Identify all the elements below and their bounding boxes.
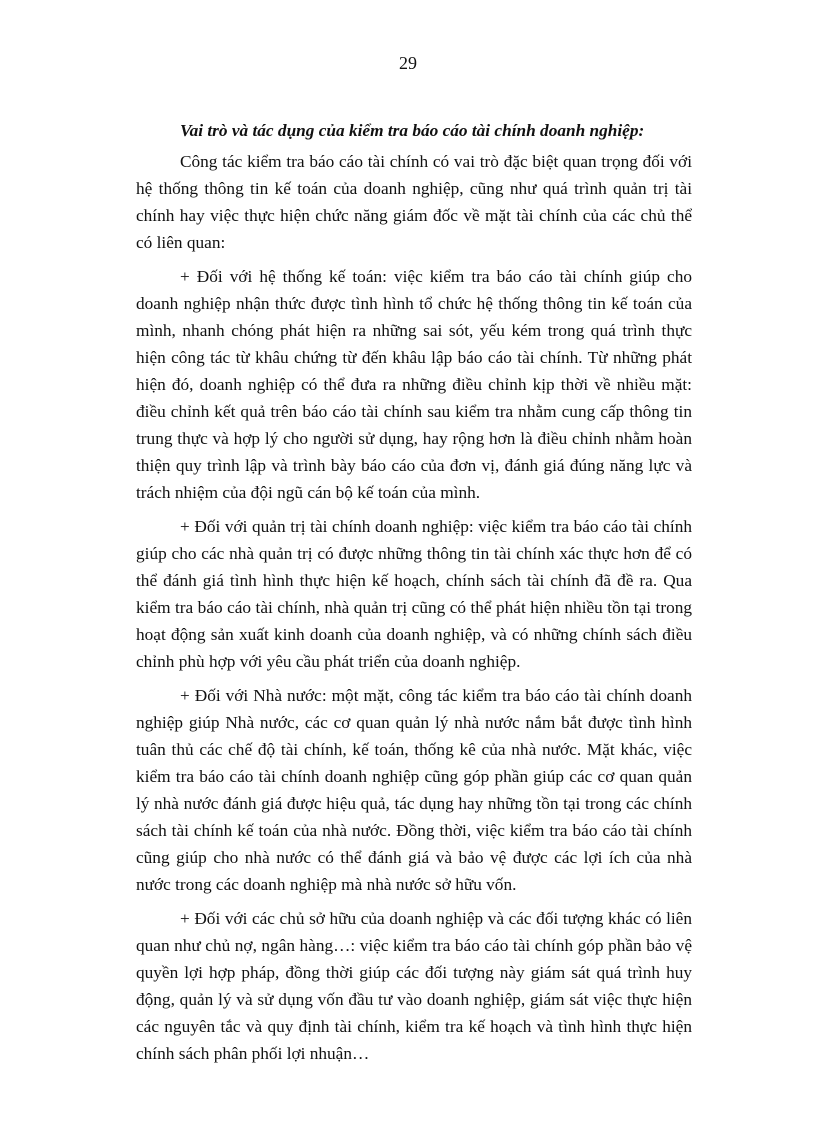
document-body — [136, 117, 692, 1074]
financial-management-paragraph: + Đối với quản trị tài chính doanh nghiệp: việc kiểm tra báo cáo tài chính giúp cho các nhà quản trị có được những thông tin tài chính xác thực hơn để có thể đánh giá tình hình thực hiện kế hoạch, chính sách tài chính đã đề ra. Qua kiểm tra báo cáo tài chính, nhà quản trị cũng có thể phát hiện nhiều tồn tại trong hoạt động sản xuất kinh doanh của doanh nghiệp, và có những chính sách điều chỉnh phù hợp với yêu cầu phát triển của doanh nghiệp. — [136, 517, 692, 671]
intro-paragraph: Công tác kiểm tra báo cáo tài chính có vai trò đặc biệt quan trọng đối với hệ thống thông tin kế toán của doanh nghiệp, cũng như quá trình quản trị tài chính hay việc thực hiện chức năng giám đốc về mặt tài chính của các chủ thể có liên quan: — [136, 152, 692, 252]
owners-creditors-paragraph: + Đối với các chủ sở hữu của doanh nghiệp và các đối tượng khác có liên quan như chủ nợ, ngân hàng…: việc kiểm tra báo cáo tài chính góp phần bảo vệ quyền lợi hợp pháp, đồng thời giúp các đối tượng này giám sát quá trình huy động, quản lý và sử dụng vốn đầu tư vào doanh nghiệp, giám sát việc thực hiện các nguyên tắc và quy định tài chính, kiểm tra kế hoạch và tình hình thực hiện chính sách phân phối lợi nhuận… — [136, 909, 692, 1063]
page-number: 29 — [399, 53, 417, 73]
accounting-system-paragraph: + Đối với hệ thống kế toán: việc kiểm tra báo cáo tài chính giúp cho doanh nghiệp nhận thức được tình hình tổ chức hệ thống thông tin kế toán của mình, nhanh chóng phát hiện ra những sai sót, yếu kém trong quá trình thực hiện công tác từ khâu chứng từ đến khâu lập báo cáo tài chính. Từ những phát hiện đó, doanh nghiệp có thể đưa ra những điều chỉnh kịp thời về nhiều mặt: điều chỉnh kết quả trên báo cáo tài chính sau kiểm tra nhằm cung cấp thông tin trung thực và hợp lý cho người sử dụng, hay rộng hơn là điều chỉnh nhằm hoàn thiện quy trình lập và trình bày báo cáo của đơn vị, đánh giá đúng năng lực và trách nhiệm của đội ngũ cán bộ kế toán của mình. — [136, 267, 692, 502]
state-paragraph: + Đối với Nhà nước: một mặt, công tác kiểm tra báo cáo tài chính doanh nghiệp giúp Nhà nước, các cơ quan quản lý nhà nước nắm bắt được tình hình tuân thủ các chế độ tài chính, kế toán, thống kê của nhà nước. Mặt khác, việc kiểm tra báo cáo tài chính doanh nghiệp cũng góp phần giúp các cơ quan quản lý nhà nước đánh giá được hiệu quả, tác dụng hay những tồn tại trong các chính sách tài chính kế toán của nhà nước. Đồng thời, việc kiểm tra báo cáo tài chính cũng giúp cho nhà nước có thể đánh giá và bảo vệ được các lợi ích của nhà nước trong các doanh nghiệp mà nhà nước sở hữu vốn. — [136, 686, 692, 894]
section-heading: Vai trò và tác dụng của kiểm tra báo cáo tài chính doanh nghiệp: — [180, 121, 645, 140]
